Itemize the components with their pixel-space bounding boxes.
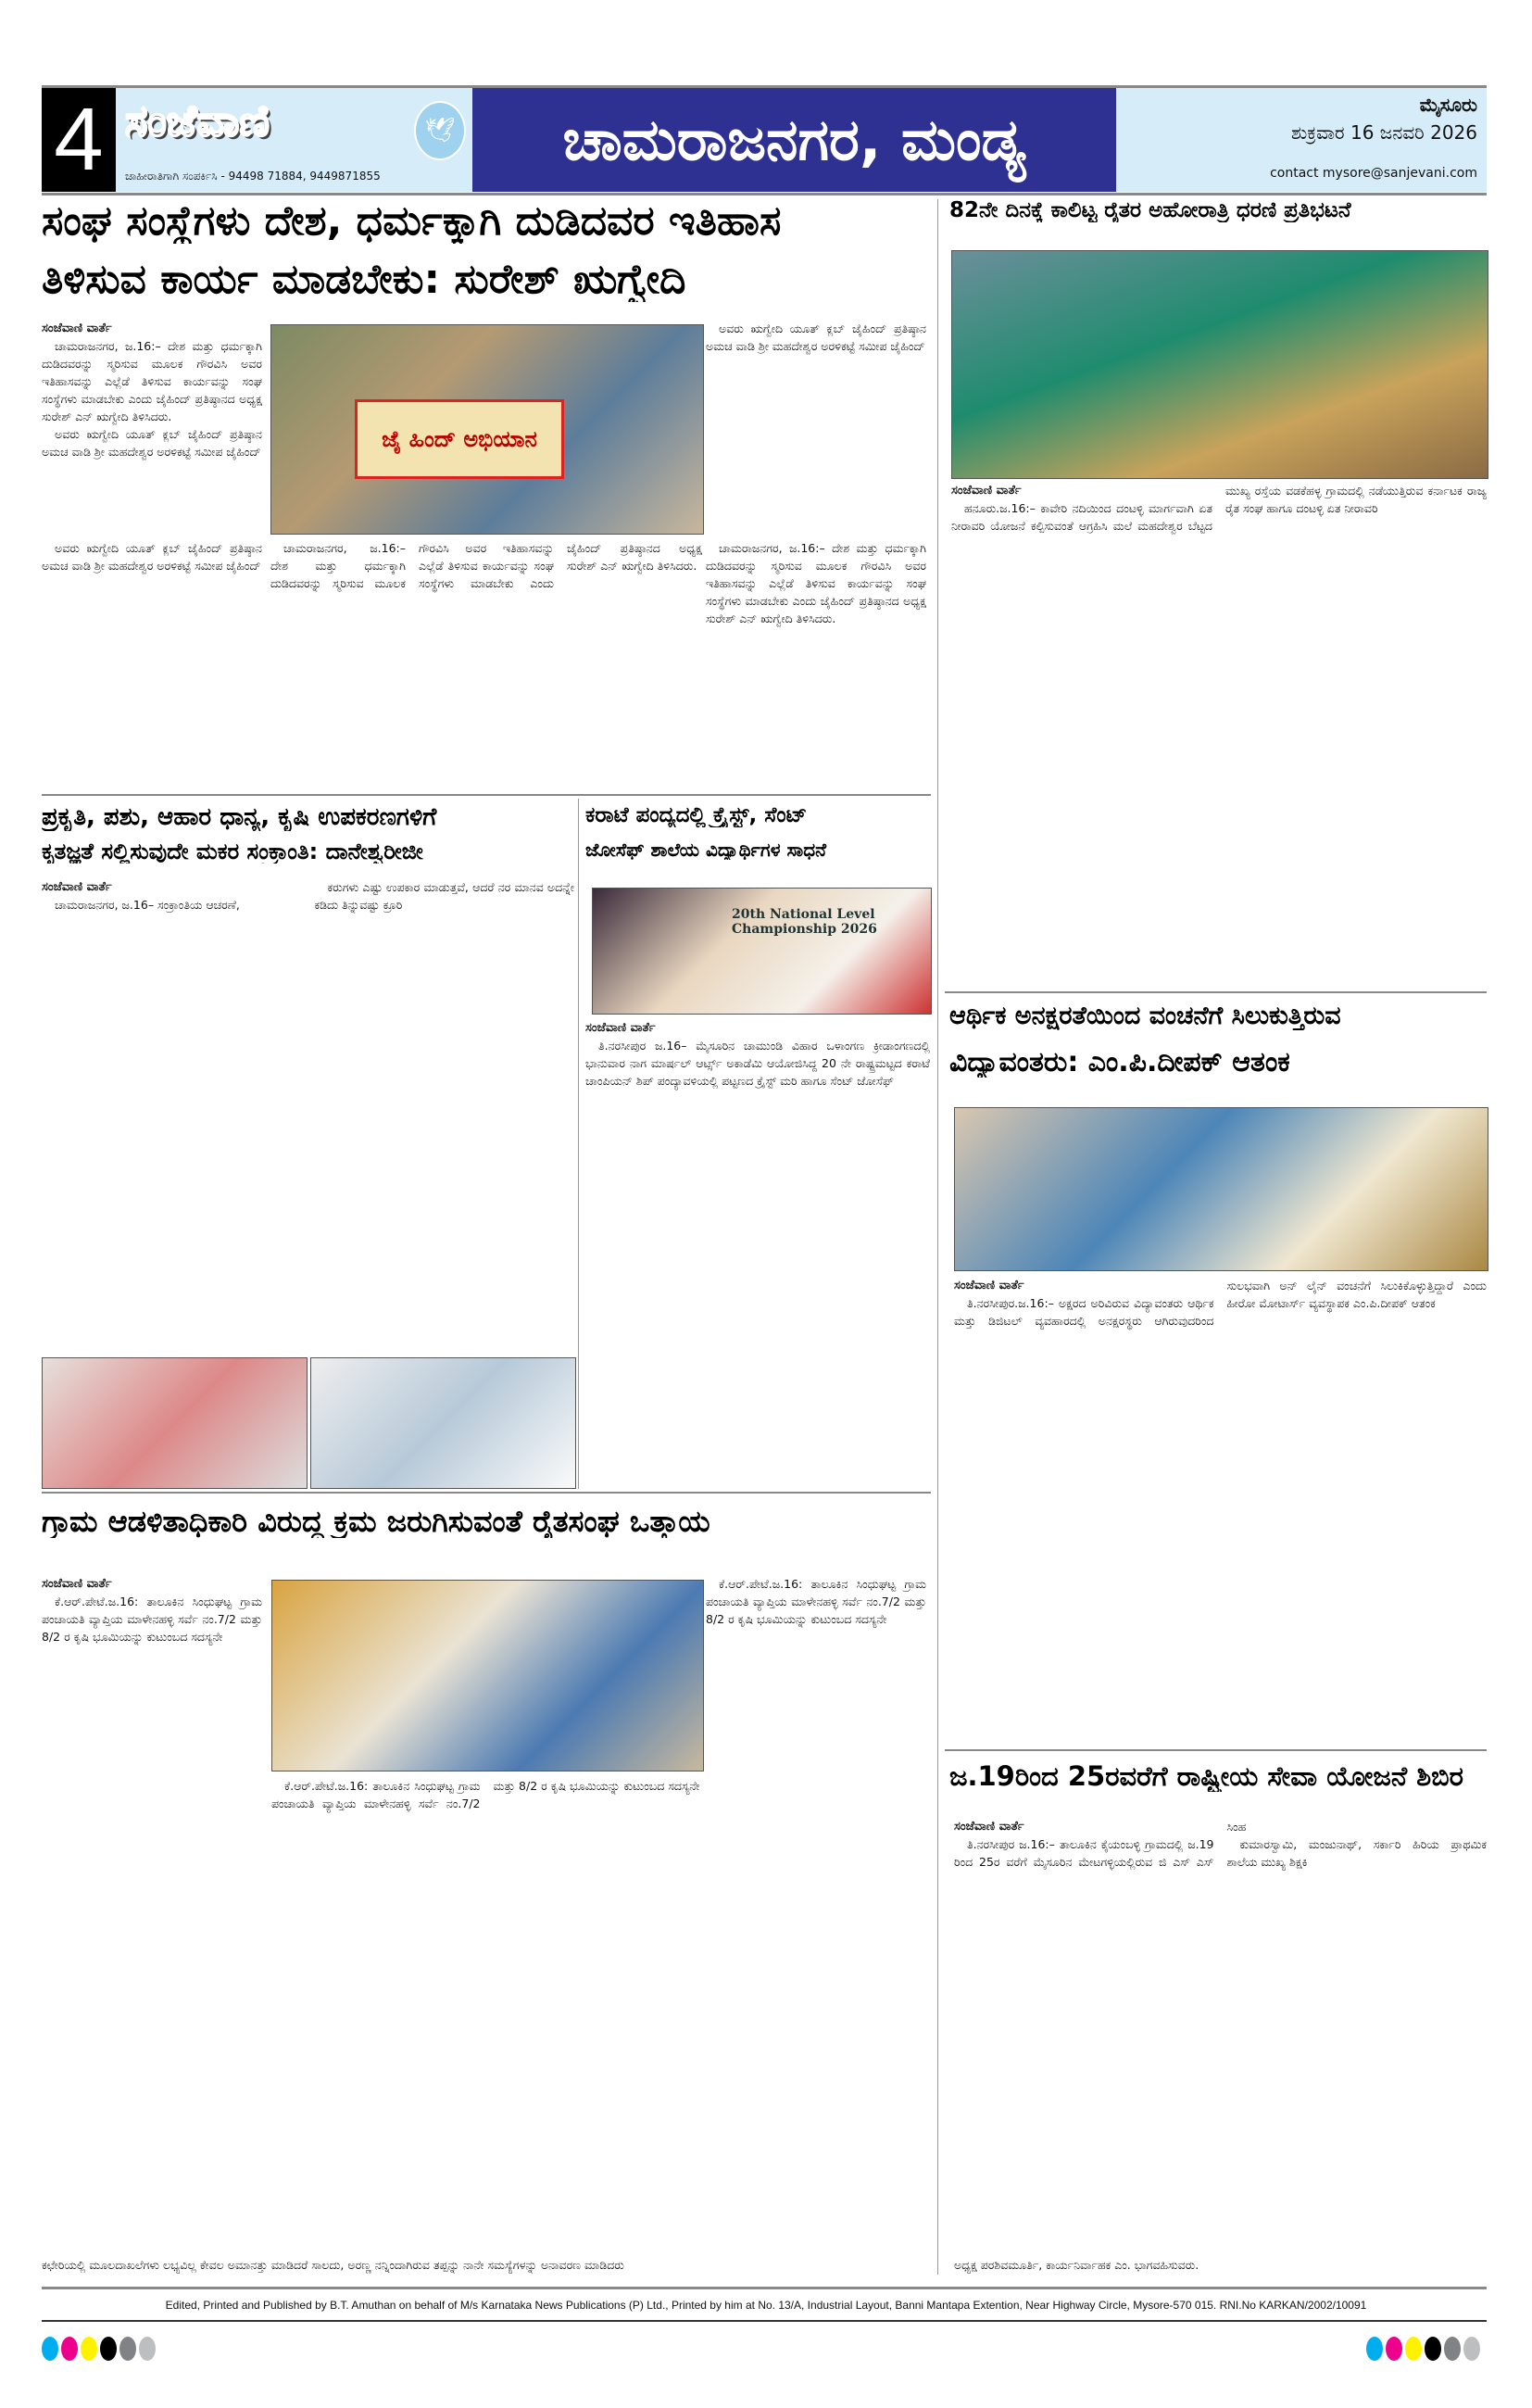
grama-headline: ಗ್ರಾಮ ಆಡಳಿತಾಧಿಕಾರಿ ವಿರುದ್ಧ ಕ್ರಮ ಜರುಗಿಸುವಂತೆ ರೈತಸಂಘ ಒತ್ತಾಯ [42, 1506, 710, 1539]
ad-contact: ಜಾಹೀರಾತಿಗಾಗಿ ಸಂಪರ್ಕಿಸಿ - 94498 71884, 9449871855 [125, 170, 381, 183]
magenta-dot [61, 2337, 78, 2361]
karate-photo [592, 888, 932, 1015]
gray-dot [119, 2337, 136, 2361]
lead-headline-1: ಸಂಘ ಸಂಸ್ಥೆಗಳು ದೇಶ, ಧರ್ಮಕ್ಕಾಗಿ ದುಡಿದವರ ಇತಿಹಾಸ [42, 199, 782, 245]
lead-article-col1 [42, 539, 262, 786]
edition-title: ಚಾಮರಾಜನಗರ, ಮಂಡ್ಯ [472, 88, 1116, 192]
byline: ಸಂಜೆವಾಣಿ ವಾರ್ತೆ [951, 484, 1022, 498]
paragraph: ಹನೂರು.ಜ.16:– ಕಾವೇರಿ ನದಿಯಿಂದ ದಂಟಳ್ಳಿ ಮಾರ್ಗವಾಗಿ ಏತ ನೀರಾವರಿ ಯೋಜನೆ ಕಲ್ಪಿಸುವಂತೆ ಆಗ್ರಹಿಸಿ ಮಲೆ ಮಹದೇಶ್ವರ ಬೆಟ್ಟದ ಮುಖ್ಯ ರಸ್ತೆಯ ವಡಕೆಹಳ್ಳ ಗ್ರಾಮದಲ್ಲಿ ನಡೆಯುತ್ತಿರುವ ಕರ್ನಾಟಕ ರಾಜ್ಯ ರೈತ ಸಂಘ ಹಾಗೂ ದಂಟಳ್ಳಿ ಏತ ನೀರಾವರಿ [951, 484, 1487, 533]
byline: ಸಂಜೆವಾಣಿ ವಾರ್ತೆ [42, 321, 112, 335]
section-divider [42, 1492, 931, 1494]
paragraph: ಕರುಗಳು ಎಷ್ಟು ಉಪಕಾರ ಮಾಡುತ್ತವೆ, ಆದರೆ ನರ ಮಾನವ ಅದನ್ನೇ ಕಡಿದು ತಿನ್ನುವಷ್ಟು ಕ್ರೂರಿ [314, 880, 574, 912]
paragraph: ಚಾಮರಾಜನಗರ, ಜ.16:– ದೇಶ ಮತ್ತು ಧರ್ಮಕ್ಕಾಗಿ ದುಡಿದವರನ್ನು ಸ್ಮರಿಸುವ ಮೂಲಕ ಗೌರವಿಸಿ ಅವರ ಇತಿಹಾಸವನ್ನು ಎಲ್ಲೆಡೆ ತಿಳಿಸುವ ಕಾರ್ಯವನ್ನು ಸಂಘ ಸಂಸ್ಥೆಗಳು ಮಾಡಬೇಕು ಎಂದು ಜೈಹಿಂದ್ ಪ್ರತಿಷ್ಠಾನದ ಅಧ್ಯಕ್ಷ ಸುರೇಶ್ ಎನ್ ಋಗ್ವೇದಿ ತಿಳಿಸಿದರು. [270, 541, 702, 590]
deepak-headline-2: ವಿದ್ಯಾವಂತರು: ಎಂ.ಪಿ.ದೀಪಕ್ ಆತಂಕ [949, 1047, 1290, 1078]
newspaper-logo [116, 88, 472, 192]
light-gray-dot [139, 2337, 156, 2361]
byline: ಸಂಜೆವಾಣಿ ವಾರ್ತೆ [585, 1021, 656, 1035]
lead-headline-2: ತಿಳಿಸುವ ಕಾರ್ಯ ಮಾಡಬೇಕು: ಸುರೇಶ್ ಋಗ್ವೇದಿ [42, 258, 686, 303]
protest-headline: 82ನೇ ದಿನಕ್ಕೆ ಕಾಲಿಟ್ಟ ರೈತರ ಅಹೋರಾತ್ರಿ ಧರಣಿ ಪ್ರತಿಭಟನೆ [949, 199, 1351, 222]
nss-article-last-line: ಅಧ್ಯಕ್ಷ ಪರಶಿವಮೂರ್ತಿ, ಕಾರ್ಯನಿರ್ವಾಹಕ ಎಂ. ಭಾಗವಹಿಸುವರು. [954, 2258, 1199, 2272]
nss-article-body [954, 1818, 1487, 2240]
lead-article-columns [270, 539, 702, 786]
karate-article-body [585, 1019, 930, 1484]
deepak-photo [954, 1107, 1488, 1271]
grama-article-col5 [706, 1575, 926, 2244]
footer-rule [42, 2287, 1487, 2289]
sankranti-headline-2: ಕೃತಜ್ಞತೆ ಸಲ್ಲಿಸುವುದೇ ಮಕರ ಸಂಕ್ರಾಂತಿ: ದಾನೇಶ್ವರೀಜೀ [42, 839, 423, 864]
paragraph: ಕುಮಾರಸ್ವಾಮಿ, ಮಂಜುನಾಥ್, ಸರ್ಕಾರಿ ಹಿರಿಯ ಪ್ರಾಥಮಿಕ ಶಾಲೆಯ ಮುಖ್ಯ ಶಿಕ್ಷಕಿ [1226, 1837, 1487, 1869]
section-divider [945, 1749, 1487, 1751]
page-number: 4 [42, 88, 116, 192]
sankranti-article-body [42, 878, 574, 1348]
paragraph: ಚಾಮರಾಜನಗರ, ಜ.16:– ದೇಶ ಮತ್ತು ಧರ್ಮಕ್ಕಾಗಿ ದುಡಿದವರನ್ನು ಸ್ಮರಿಸುವ ಮೂಲಕ ಗೌರವಿಸಿ ಅವರ ಇತಿಹಾಸವನ್ನು ಎಲ್ಲೆಡೆ ತಿಳಿಸುವ ಕಾರ್ಯವನ್ನು ಸಂಘ ಸಂಸ್ಥೆಗಳು ಮಾಡಬೇಕು ಎಂದು ಜೈಹಿಂದ್ ಪ್ರತಿಷ್ಠಾನದ ಅಧ್ಯಕ್ಷ ಸುರೇಶ್ ಎನ್ ಋಗ್ವೇದಿ ತಿಳಿಸಿದರು. [706, 541, 926, 625]
protest-article-body [951, 482, 1487, 788]
lead-article-body-continued [706, 320, 926, 531]
grama-article-columns [271, 1777, 702, 2244]
deepak-article-body [954, 1277, 1487, 1734]
paragraph: ತಿ.ನರಸೀಪುರ ಜ.16:– ತಾಲೂಕಿನ ಕೈಯಂಬಳ್ಳಿ ಗ್ರಾಮದಲ್ಲಿ ಜ.19 ರಿಂದ 25ರ ವರೆಗೆ ಮೈಸೂರಿನ ಮೇಟಗಳ್ಳಿಯಲ್ಲಿರುವ ಜಿ ಎಸ್ ಎಸ್ ಸಿಂಹ [954, 1820, 1247, 1869]
byline: ಸಂಜೆವಾಣಿ ವಾರ್ತೆ [42, 880, 112, 894]
paragraph: ತಿ.ನರಸೀಪುರ.ಜ.16:– ಅಕ್ಷರದ ಅರಿವಿರುವ ವಿದ್ಯಾವಂತರು ಆರ್ಥಿಕ ಮತ್ತು ಡಿಜಿಟಲ್ ವ್ಯವಹಾರದಲ್ಲಿ ಅನಕ್ಷರಸ್ಥರು ಆಗಿರುವುದರಿಂದ ಸುಲಭವಾಗಿ ಅನ್ ಲೈನ್ ವಂಚನೆಗೆ ಸಿಲುಕಿಕೊಳ್ಳುತ್ತಿದ್ದಾರೆ ಎಂದು ಹೀರೋ ಮೋಟಾರ್ಸ್ ವ್ಯವಸ್ಥಾಪಕ ಎಂ.ಪಿ.ದೀಪಕ್ ಆತಂಕ [954, 1279, 1487, 1328]
karate-headline-2: ಜೋಸೆಫ್ ಶಾಲೆಯ ವಿದ್ಯಾರ್ಥಿಗಳ ಸಾಧನೆ [585, 839, 827, 860]
cyan-dot [42, 2337, 58, 2361]
magenta-dot [1386, 2337, 1402, 2361]
grama-photo [271, 1580, 704, 1771]
section-divider [945, 991, 1487, 993]
paragraph: ಕೆ.ಆರ್.ಪೇಟೆ.ಜ.16: ತಾಲೂಕಿನ ಸಿಂಧುಘಟ್ಟ ಗ್ರಾಮ ಪಂಚಾಯತಿ ವ್ಯಾಪ್ತಿಯ ಮಾಳೇನಹಳ್ಳಿ ಸರ್ವೆ ನಂ.7/2 ಮತ್ತು 8/2 ರ ಕೃಷಿ ಭೂಮಿಯನ್ನು ಕುಟುಂಬದ ಸದಸ್ಯನೇ [271, 1779, 700, 1810]
column-divider [578, 799, 579, 1489]
black-dot [100, 2337, 117, 2361]
gray-dot [1444, 2337, 1461, 2361]
paragraph: ಕೆ.ಆರ್.ಪೇಟೆ.ಜ.16: ತಾಲೂಕಿನ ಸಿಂಧುಘಟ್ಟ ಗ್ರಾಮ ಪಂಚಾಯತಿ ವ್ಯಾಪ್ತಿಯ ಮಾಳೇನಹಳ್ಳಿ ಸರ್ವೆ ನಂ.7/2 ಮತ್ತು 8/2 ರ ಕೃಷಿ ಭೂಮಿಯನ್ನು ಕುಟುಂಬದ ಸದಸ್ಯನೇ [42, 1595, 262, 1644]
column-divider [937, 199, 938, 2275]
yellow-dot [1405, 2337, 1422, 2361]
paragraph: ತಿ.ನರಸೀಪುರ ಜ.16– ಮೈಸೂರಿನ ಚಾಮುಂಡಿ ವಿಹಾರ ಒಳಾಂಗಣ ಕ್ರೀಡಾಂಗಣದಲ್ಲಿ ಭಾನುವಾರ ನಾಗ ಮಾರ್ಷಲ್ ಆರ್ಟ್ಸ್ ಅಕಾಡೆಮಿ ಆಯೋಜಿಸಿದ್ದ 20 ನೇ ರಾಷ್ಟ್ರಮಟ್ಟದ ಕರಾಟೆ ಚಾಂಪಿಯನ್ ಶಿಪ್ ಪಂದ್ಯಾವಳಿಯಲ್ಲಿ ಪಟ್ಟಣದ ಕ್ರೈಸ್ಟ್ ಮರಿ ಹಾಗೂ ಸೆಂಟ್ ಜೋಸೆಫ್ [585, 1039, 930, 1088]
registration-marks-right [1366, 2337, 1496, 2364]
black-dot [1425, 2337, 1441, 2361]
section-divider [42, 794, 931, 796]
paragraph: ಚಾಮರಾಜನಗರ, ಜ.16– ಸಂಕ್ರಾಂತಿಯ ಆಚರಣೆ, [55, 898, 240, 912]
paragraph: ಅವರು ಋಗ್ವೇದಿ ಯೂತ್ ಕ್ಲಬ್ ಜೈಹಿಂದ್ ಪ್ರತಿಷ್ಠಾನ ಅಮಚ ವಾಡಿ ಶ್ರೀ ಮಹದೇಶ್ವರ ಅರಳಿಕಟ್ಟೆ ಸಮೀಪ ಜೈಹಿಂದ್ [706, 321, 926, 353]
byline: ಸಂಜೆವಾಣಿ ವಾರ್ತೆ [954, 1820, 1024, 1834]
paragraph: ಅವರು ಋಗ್ವೇದಿ ಯೂತ್ ಕ್ಲಬ್ ಜೈಹಿಂದ್ ಪ್ರತಿಷ್ಠಾನ ಅಮಚ ವಾಡಿ ಶ್ರೀ ಮಹದೇಶ್ವರ ಅರಳಿಕಟ್ಟೆ ಸಮೀಪ ಜೈಹಿಂದ್ [42, 541, 262, 573]
issue-date: ಶುಕ್ರವಾರ 16 ಜನವರಿ 2026 [1290, 121, 1477, 144]
paragraph: ಅವರು ಋಗ್ವೇದಿ ಯೂತ್ ಕ್ಲಬ್ ಜೈಹಿಂದ್ ಪ್ರತಿಷ್ಠಾನ ಅಮಚ ವಾಡಿ ಶ್ರೀ ಮಹದೇಶ್ವರ ಅರಳಿಕಟ್ಟೆ ಸಮೀಪ ಜೈಹಿಂದ್ [42, 427, 262, 459]
grama-article-last-line: ಕಛೇರಿಯಲ್ಲಿ ಮೂಲದಾಖಲೆಗಳು ಲಭ್ಯವಿಲ್ಲ ಕೇವಲ ಅಮಾನತ್ತು ಮಾಡಿದರೆ ಸಾಲದು, ಅರಣ್ಣ ನನ್ನಿಂದಾಗಿರುವ ತಪ್ಪನ್ನು ನಾನೇ ಸಮಸ್ಯೆಗಳನ್ನು ಅನಾವರಣ ಮಾಡಿದರು [42, 2258, 624, 2272]
footer-bottom-rule [42, 2320, 1487, 2322]
karate-headline-1: ಕರಾಟೆ ಪಂದ್ಯದಲ್ಲಿ ಕ್ರೈಸ್ಟ್, ಸೆಂಟ್ [585, 804, 808, 827]
masthead-bottom-rule [42, 193, 1487, 195]
logo-wordmark: ಸಂಜೆವಾಣಿ [125, 95, 270, 145]
sankranti-headline-1: ಪ್ರಕೃತಿ, ಪಶು, ಆಹಾರ ಧಾನ್ಯ, ಕೃಷಿ ಉಪಕರಣಗಳಿಗೆ [42, 804, 437, 831]
contact-email[interactable]: contact mysore@sanjevani.com [1270, 166, 1477, 181]
imprint-line: Edited, Printed and Published by B.T. Amuthan on behalf of M/s Karnataka News Publications (P) Ltd., Printed by him at No. 13/A, Industrial Layout, Banni Mantapa Extention, Near Highway Circle, Mysore-570 015. RNI.No KARKAN/2002/10091 [165, 2299, 1367, 2312]
light-gray-dot [1463, 2337, 1480, 2361]
lead-article-body [42, 320, 262, 531]
nss-headline: ಜ.19ರಿಂದ 25ರವರೆಗೆ ರಾಷ್ಟ್ರೀಯ ಸೇವಾ ಯೋಜನೆ ಶಿಬಿರ [949, 1762, 1463, 1792]
protest-photo [951, 250, 1488, 479]
paragraph: ಚಾಮರಾಜನಗರ, ಜ.16:– ದೇಶ ಮತ್ತು ಧರ್ಮಕ್ಕಾಗಿ ದುಡಿದವರನ್ನು ಸ್ಮರಿಸುವ ಮೂಲಕ ಗೌರವಿಸಿ ಅವರ ಇತಿಹಾಸವನ್ನು ಎಲ್ಲೆಡೆ ತಿಳಿಸುವ ಕಾರ್ಯವನ್ನು ಸಂಘ ಸಂಸ್ಥೆಗಳು ಮಾಡಬೇಕು ಎಂದು ಜೈಹಿಂದ್ ಪ್ರತಿಷ್ಠಾನದ ಅಧ್ಯಕ್ಷ ಸುರೇಶ್ ಎನ್ ಋಗ್ವೇದಿ ತಿಳಿಸಿದರು. [42, 339, 262, 423]
registration-marks-left [42, 2337, 171, 2364]
lead-article-col5 [706, 539, 926, 786]
dateline-box [1116, 88, 1487, 192]
championship-banner: 20th National Level Championship 2026 [732, 907, 877, 937]
city: ಮೈಸೂರು [1419, 94, 1477, 116]
paragraph: ಕೆ.ಆರ್.ಪೇಟೆ.ಜ.16: ತಾಲೂಕಿನ ಸಿಂಧುಘಟ್ಟ ಗ್ರಾಮ ಪಂಚಾಯತಿ ವ್ಯಾಪ್ತಿಯ ಮಾಳೇನಹಳ್ಳಿ ಸರ್ವೆ ನಂ.7/2 ಮತ್ತು 8/2 ರ ಕೃಷಿ ಭೂಮಿಯನ್ನು ಕುಟುಂಬದ ಸದಸ್ಯನೇ [706, 1577, 926, 1626]
lead-photo [270, 324, 704, 535]
jai-hind-banner: ಜೈ ಹಿಂದ್ ಅಭಿಯಾನ [355, 399, 564, 479]
dove-icon: 🕊 [414, 101, 466, 160]
grama-article-col1 [42, 1575, 262, 2244]
byline: ಸಂಜೆವಾಣಿ ವಾರ್ತೆ [42, 1577, 112, 1591]
cyan-dot [1366, 2337, 1383, 2361]
sankranti-photo-1 [42, 1357, 308, 1489]
yellow-dot [81, 2337, 97, 2361]
sankranti-photo-2 [310, 1357, 576, 1489]
byline: ಸಂಜೆವಾಣಿ ವಾರ್ತೆ [954, 1279, 1024, 1292]
deepak-headline-1: ಆರ್ಥಿಕ ಅನಕ್ಷರತೆಯಿಂದ ವಂಚನೆಗೆ ಸಿಲುಕುತ್ತಿರುವ [949, 1002, 1341, 1030]
